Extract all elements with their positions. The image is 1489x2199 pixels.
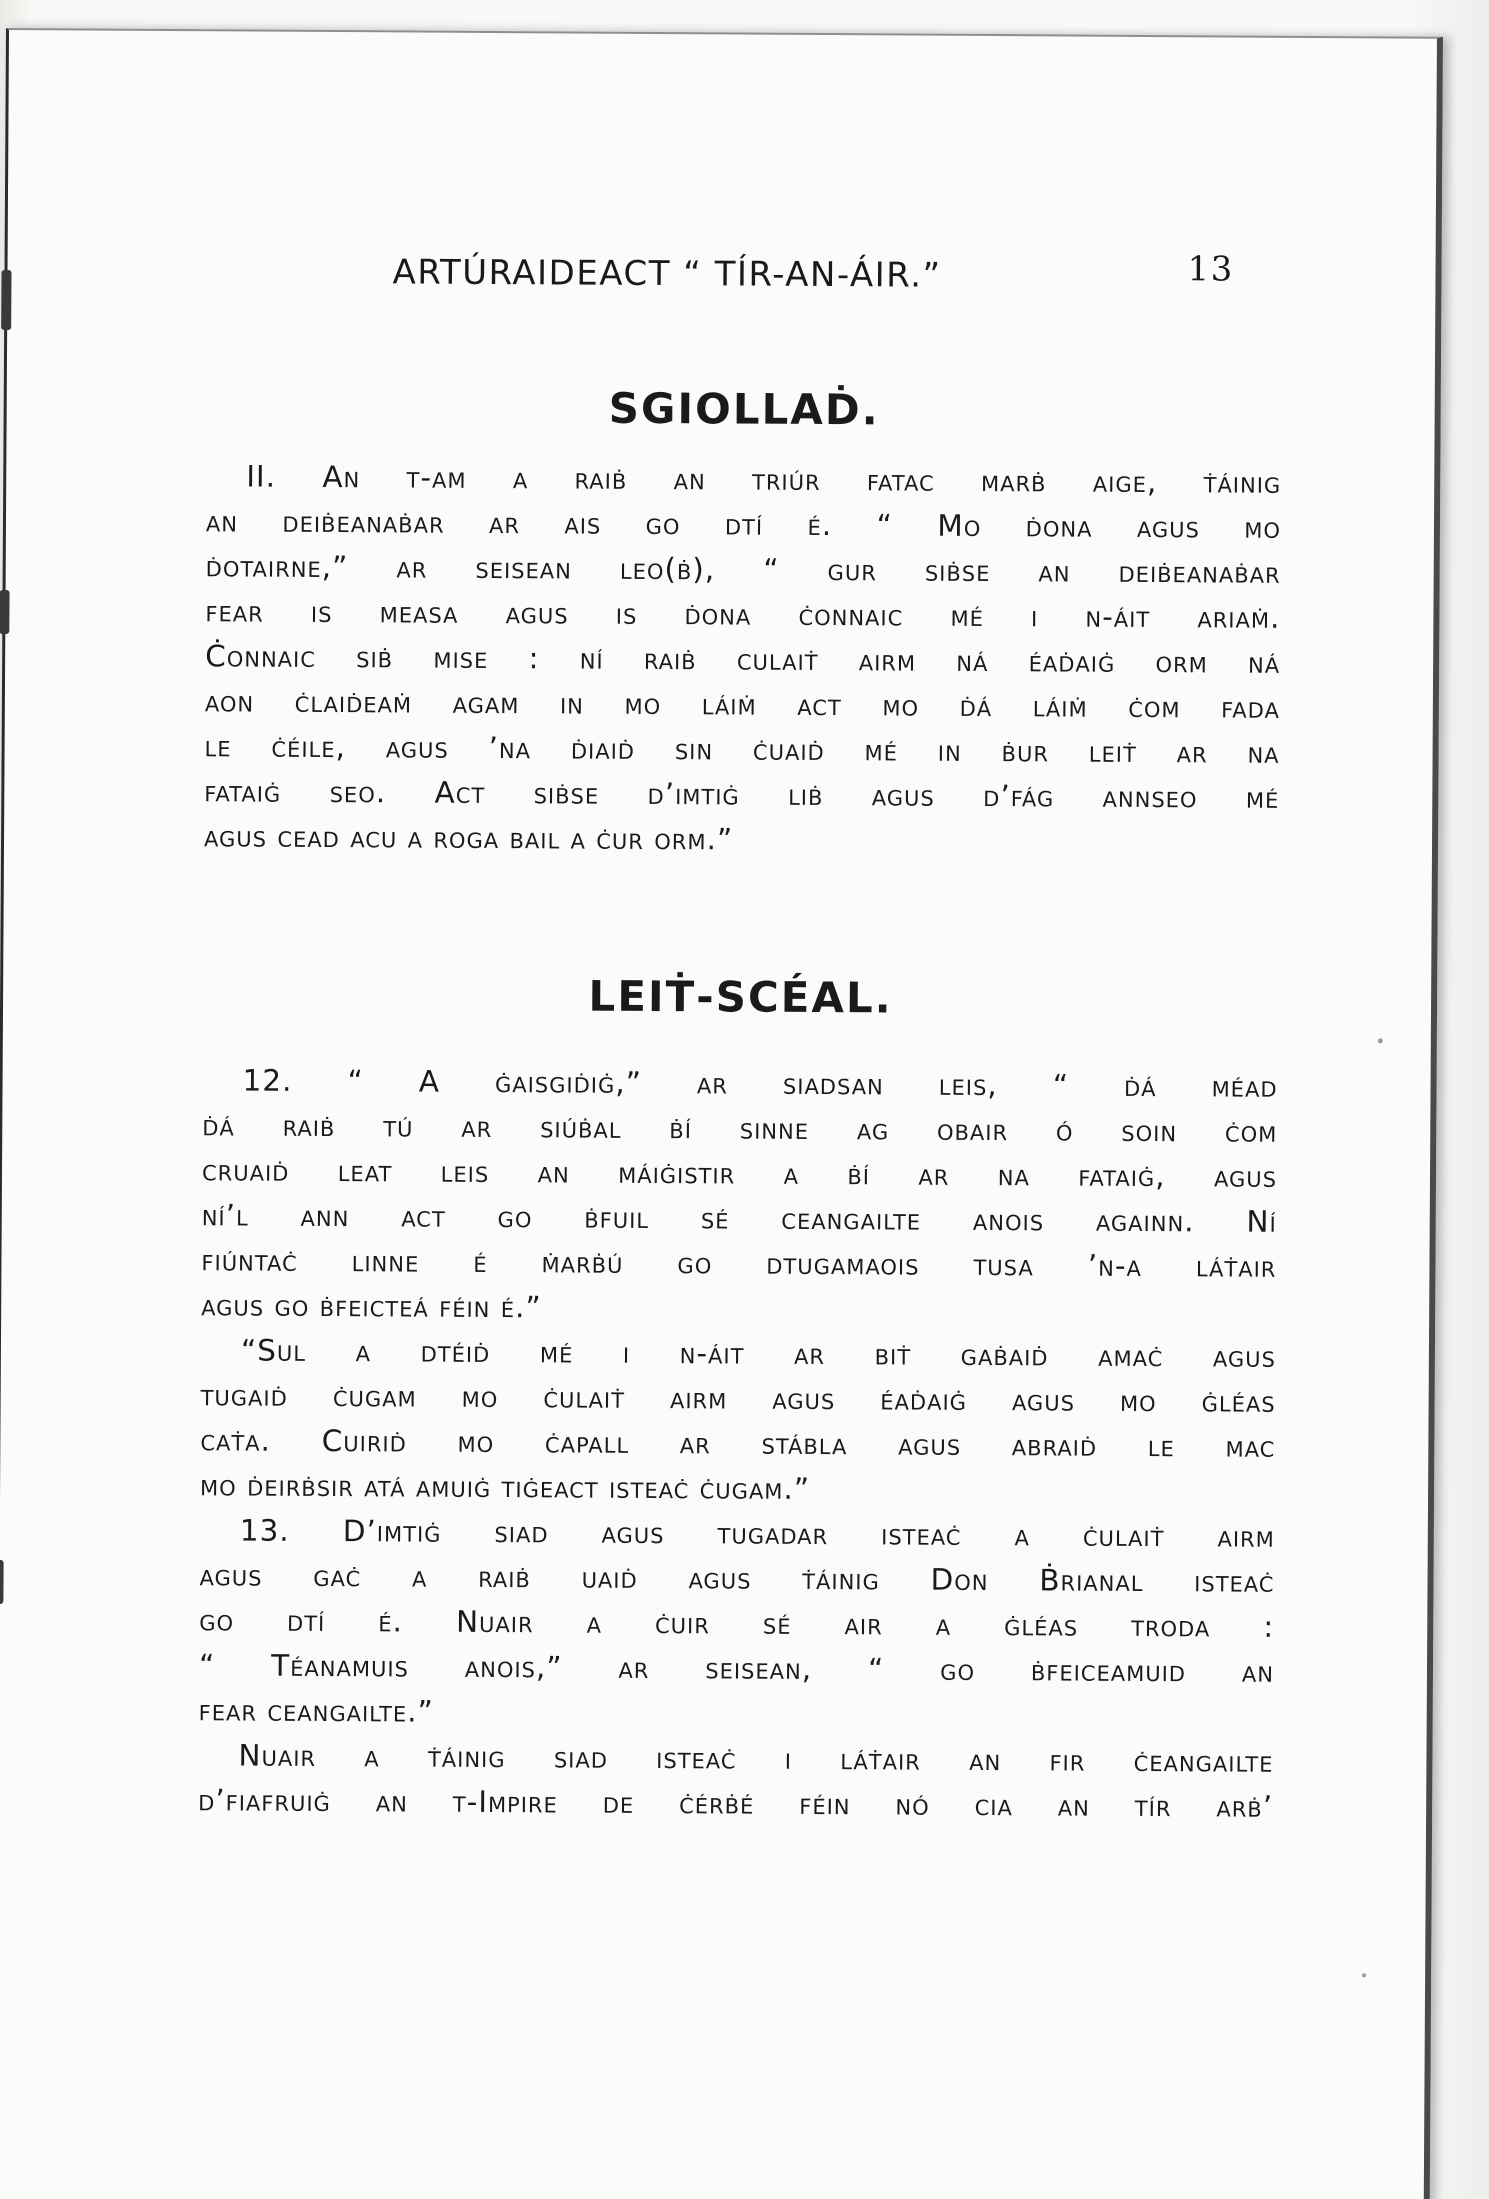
- binding-stitch: [1, 270, 11, 330]
- text-line: ḋotairne,” ar seisean leo(ḃ), “ gur siḃse an deiḃeanaḃar: [205, 549, 1281, 590]
- page-text: [198, 211, 1283, 1830]
- paragraph: [201, 1058, 1278, 1335]
- section-heading: LEIṪ-SCÉAL.: [588, 971, 893, 1023]
- text-line: Ċonnaic siḃ mise : ní raiḃ culaiṫ airm ná éaḋaiġ orm ná: [205, 639, 1281, 680]
- text-line: aon ċlaiḋeaṁ agam in mo láiṁ act mo ḋá láiṁ ċom fada: [204, 684, 1280, 725]
- text-line: d’fiafruiġ an t-Impire de ċérḃé féin nó cia an tír arḃ’: [198, 1783, 1274, 1824]
- paper-speck: [1378, 1038, 1383, 1043]
- book-page: [0, 28, 1443, 2199]
- text-line: agus go ḃfeicteá féin é.”: [201, 1288, 542, 1325]
- binding-stitch: [0, 590, 10, 634]
- text-line: an deiḃeanaḃar ar ais go dtí é. “ Mo ḋona agus mo: [205, 504, 1282, 545]
- text-line: go dtí é. Nuair a ċuir sé air a ġléas troda :: [199, 1603, 1275, 1644]
- text-line: mo ḋeirḃsir atá amuiġ tiġeact isteaċ ċugam.”: [199, 1468, 811, 1506]
- paragraph: [199, 1508, 1275, 1740]
- text-line: caṫa. Cuiriḋ mo ċapall ar stábla agus abraiḋ le mac: [200, 1423, 1276, 1464]
- text-line: fataiġ seo. Act siḃse d’imtiġ liḃ agus d’fág annseo mé: [204, 774, 1280, 815]
- paragraph: [200, 1328, 1276, 1515]
- text-line: tugaiḋ ċugam mo ċulaiṫ airm agus éaḋaiġ agus mo ġléas: [200, 1378, 1276, 1419]
- text-line: le ċéile, agus ’na ḋiaiḋ sin ċuaiḋ mé in ḃur leiṫ ar na: [204, 729, 1280, 770]
- page-number: 13: [1187, 249, 1234, 290]
- paper-speck: [1362, 1973, 1366, 1977]
- running-title: ARTÚRAIDEACT “ TÍR-AN-ÁIR.”: [392, 252, 942, 296]
- text-line: agus cead acu a roga bail a ċur orm.”: [203, 819, 734, 857]
- text-line: agus gaċ a raiḃ uaiḋ agus ṫáinig Don Ḃrianal isteaċ: [199, 1558, 1275, 1599]
- running-header: [207, 211, 1282, 298]
- text-line: fiúntaċ linne é ṁarḃú go dtugamaois tusa ’n-a láṫair: [201, 1243, 1277, 1284]
- paragraph: [204, 454, 1281, 866]
- text-line: cruaiḋ leat leis an máiġistir a ḃí ar na fataiġ, agus: [201, 1153, 1278, 1194]
- text-line: 13. D’imtiġ siad agus tugadar isteaċ a ċulaiṫ airm: [239, 1513, 1275, 1554]
- text-line: ní’l ann act go ḃfuil sé ceangailte anois againn. Ní: [201, 1198, 1277, 1239]
- text-line: II. An t-am a raiḃ an triúr fatac marḃ aige, ṫáinig: [246, 459, 1282, 500]
- text-line: “Sul a dtéiḋ mé i n-áit ar biṫ gaḃaiḋ amaċ agus: [240, 1333, 1277, 1374]
- text-line: fear ceangailte.”: [198, 1693, 434, 1729]
- section-heading: SGIOLLAḊ.: [608, 383, 880, 435]
- text-line: Nuair a ṫáinig siad isteaċ i láṫair an fir ċeangailte: [238, 1738, 1274, 1779]
- text-line: fear is measa agus is ḋona ċonnaic mé i n-áit ariaṁ.: [205, 594, 1281, 635]
- text-line: ḋá raiḃ tú ar siúḃal ḃí sinne ag obair ó soin ċom: [202, 1108, 1278, 1149]
- paragraph: [198, 1733, 1274, 1830]
- binding-stitch: [0, 1560, 4, 1604]
- text-line: 12. “ A ġaisgiḋiġ,” ar siadsan leis, “ ḋá méad: [242, 1063, 1278, 1104]
- text-line: “ Téanamuis anois,” ar seisean, “ go ḃfeiceamuid an: [198, 1648, 1275, 1689]
